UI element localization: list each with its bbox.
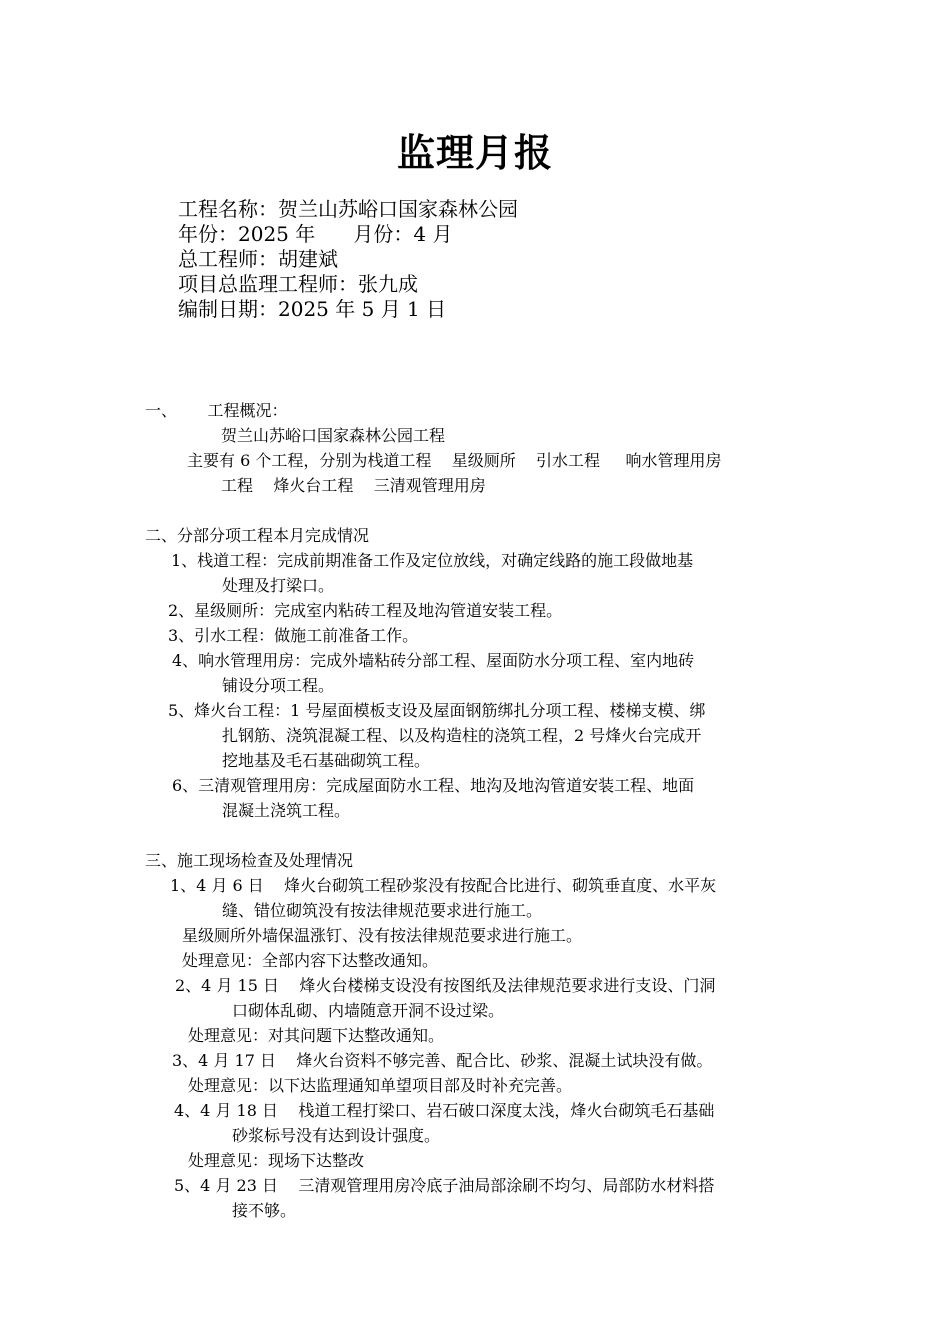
page-title: 监理月报 <box>396 131 553 175</box>
section-3-line: 砂浆标号没有达到设计强度。 <box>232 1126 441 1145</box>
section-3-line: 星级厕所外墙保温涨钉、没有按法律规范要求进行施工。 <box>182 926 583 945</box>
section-3-heading: 三、施工现场检查及处理情况 <box>145 851 354 870</box>
section-3-line: 4、4 月 18 日 栈道工程打梁口、岩石破口深度太浅，烽火台砌筑毛石基础 <box>174 1101 715 1120</box>
chief-engineer: 总工程师：胡建斌 <box>178 247 338 271</box>
section-3-line: 1、4 月 6 日 烽火台砌筑工程砂浆没有按配合比进行、砌筑垂直度、水平灰 <box>170 876 717 895</box>
section-2-line: 3、引水工程：做施工前准备工作。 <box>168 626 419 645</box>
section-3-line: 5、4 月 23 日 三清观管理用房冷底子油局部涂刷不均匀、局部防水材料搭 <box>174 1176 715 1195</box>
section-2-line: 6、三清观管理用房：完成屋面防水工程、地沟及地沟管道安装工程、地面 <box>172 776 695 795</box>
section-2-line: 挖地基及毛石基础砌筑工程。 <box>222 751 431 770</box>
section-3-line: 处理意见：全部内容下达整改通知。 <box>182 951 439 970</box>
section-1-heading: 一、 工程概况： <box>145 401 288 420</box>
section-1-line: 贺兰山苏峪口国家森林公园工程 <box>221 426 446 445</box>
section-2-line: 混凝土浇筑工程。 <box>222 801 351 820</box>
report-info <box>178 197 518 322</box>
section-3-line: 缝、错位砌筑没有按法律规范要求进行施工。 <box>222 901 543 920</box>
year-month: 年份：2025 年 月份：4 月 <box>178 222 453 246</box>
section-3-line: 口砌体乱砌、内墙随意开洞不设过梁。 <box>232 1001 505 1020</box>
section-2-line: 1、栈道工程：完成前期准备工作及定位放线，对确定线路的施工段做地基 <box>171 551 694 570</box>
chief-supervisor: 项目总监理工程师：张九成 <box>178 272 418 296</box>
section-2-line: 铺设分项工程。 <box>222 676 335 695</box>
section-3-line: 3、4 月 17 日 烽火台资料不够完善、配合比、砂浆、混凝土试块没有做。 <box>172 1051 713 1070</box>
section-2-heading: 二、分部分项工程本月完成情况 <box>145 526 370 545</box>
section-2-line: 4、响水管理用房：完成外墙粘砖分部工程、屋面防水分项工程、室内地砖 <box>172 651 695 670</box>
section-3-line: 处理意见：对其问题下达整改通知。 <box>188 1026 445 1045</box>
section-1-line: 主要有 6 个工程，分别为栈道工程 星级厕所 引水工程 响水管理用房 <box>187 451 722 470</box>
section-3-line: 处理意见：以下达监理通知单望项目部及时补充完善。 <box>188 1076 573 1095</box>
section-1-line: 工程 烽火台工程 三清观管理用房 <box>221 476 486 495</box>
section-3-line: 接不够。 <box>232 1201 297 1220</box>
project-name: 工程名称：贺兰山苏峪口国家森林公园 <box>178 197 518 221</box>
section-2-line: 5、烽火台工程：1 号屋面模板支设及屋面钢筋绑扎分项工程、楼梯支模、绑 <box>168 701 706 720</box>
section-3-line: 2、4 月 15 日 烽火台楼梯支设没有按图纸及法律规范要求进行支设、门洞 <box>175 976 716 995</box>
section-2-line: 处理及打梁口。 <box>222 576 335 595</box>
compile-date: 编制日期：2025 年 5 月 1 日 <box>178 297 447 321</box>
section-2-line: 扎钢筋、浇筑混凝工程、以及构造柱的浇筑工程，2 号烽火台完成开 <box>222 726 702 745</box>
section-2-line: 2、星级厕所：完成室内粘砖工程及地沟管道安装工程。 <box>168 601 563 620</box>
section-3-line: 处理意见：现场下达整改 <box>188 1151 365 1170</box>
report-body <box>0 398 950 1223</box>
